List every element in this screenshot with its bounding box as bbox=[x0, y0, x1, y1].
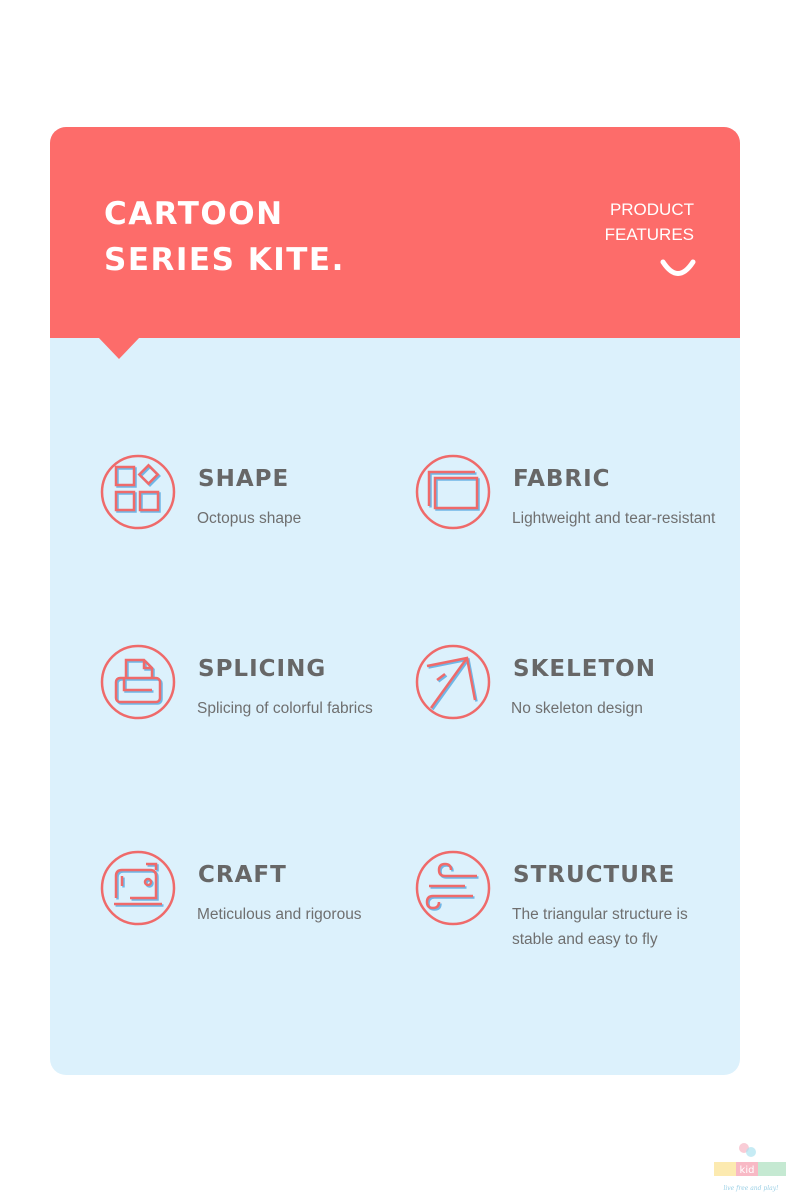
feature-title: STRUCTURE bbox=[513, 862, 676, 888]
title-line-2: SERIES KITE. bbox=[104, 242, 345, 278]
features-card bbox=[50, 127, 740, 1075]
feature-skeleton bbox=[415, 644, 735, 764]
feature-description: The triangular structure is stable and easy to fly bbox=[512, 906, 688, 948]
feature-description: Splicing of colorful fabrics bbox=[197, 700, 373, 717]
features-line-1: PRODUCT bbox=[609, 200, 694, 219]
sewing-machine-icon bbox=[100, 850, 176, 926]
smile-icon bbox=[660, 259, 696, 279]
logo-tagline: live free and play! bbox=[723, 1185, 779, 1192]
wind-icon bbox=[415, 850, 491, 926]
feature-craft bbox=[100, 850, 420, 970]
product-features-label bbox=[605, 197, 694, 247]
feature-title: CRAFT bbox=[198, 862, 287, 888]
header-banner bbox=[50, 127, 740, 338]
page-title bbox=[104, 191, 345, 283]
skeleton-icon bbox=[415, 644, 491, 720]
shape-icon bbox=[100, 454, 176, 530]
feature-description: Lightweight and tear-resistant bbox=[512, 510, 716, 527]
brand-logo bbox=[714, 1140, 788, 1196]
header-pointer bbox=[98, 337, 140, 359]
feature-fabric bbox=[415, 454, 735, 574]
feature-structure bbox=[415, 850, 735, 970]
feature-title: SKELETON bbox=[513, 656, 656, 682]
fabric-icon bbox=[415, 454, 491, 530]
title-line-1: CARTOON bbox=[104, 196, 284, 232]
feature-title: SHAPE bbox=[198, 466, 290, 492]
feature-splicing bbox=[100, 644, 420, 764]
splicing-icon bbox=[100, 644, 176, 720]
feature-description: Meticulous and rigorous bbox=[197, 906, 362, 923]
feature-title: SPLICING bbox=[198, 656, 327, 682]
feature-title: FABRIC bbox=[513, 466, 611, 492]
features-line-2: FEATURES bbox=[604, 225, 694, 244]
feature-shape bbox=[100, 454, 420, 574]
logo-text: kid bbox=[739, 1165, 755, 1176]
feature-description: Octopus shape bbox=[197, 510, 302, 527]
feature-description: No skeleton design bbox=[511, 700, 643, 717]
